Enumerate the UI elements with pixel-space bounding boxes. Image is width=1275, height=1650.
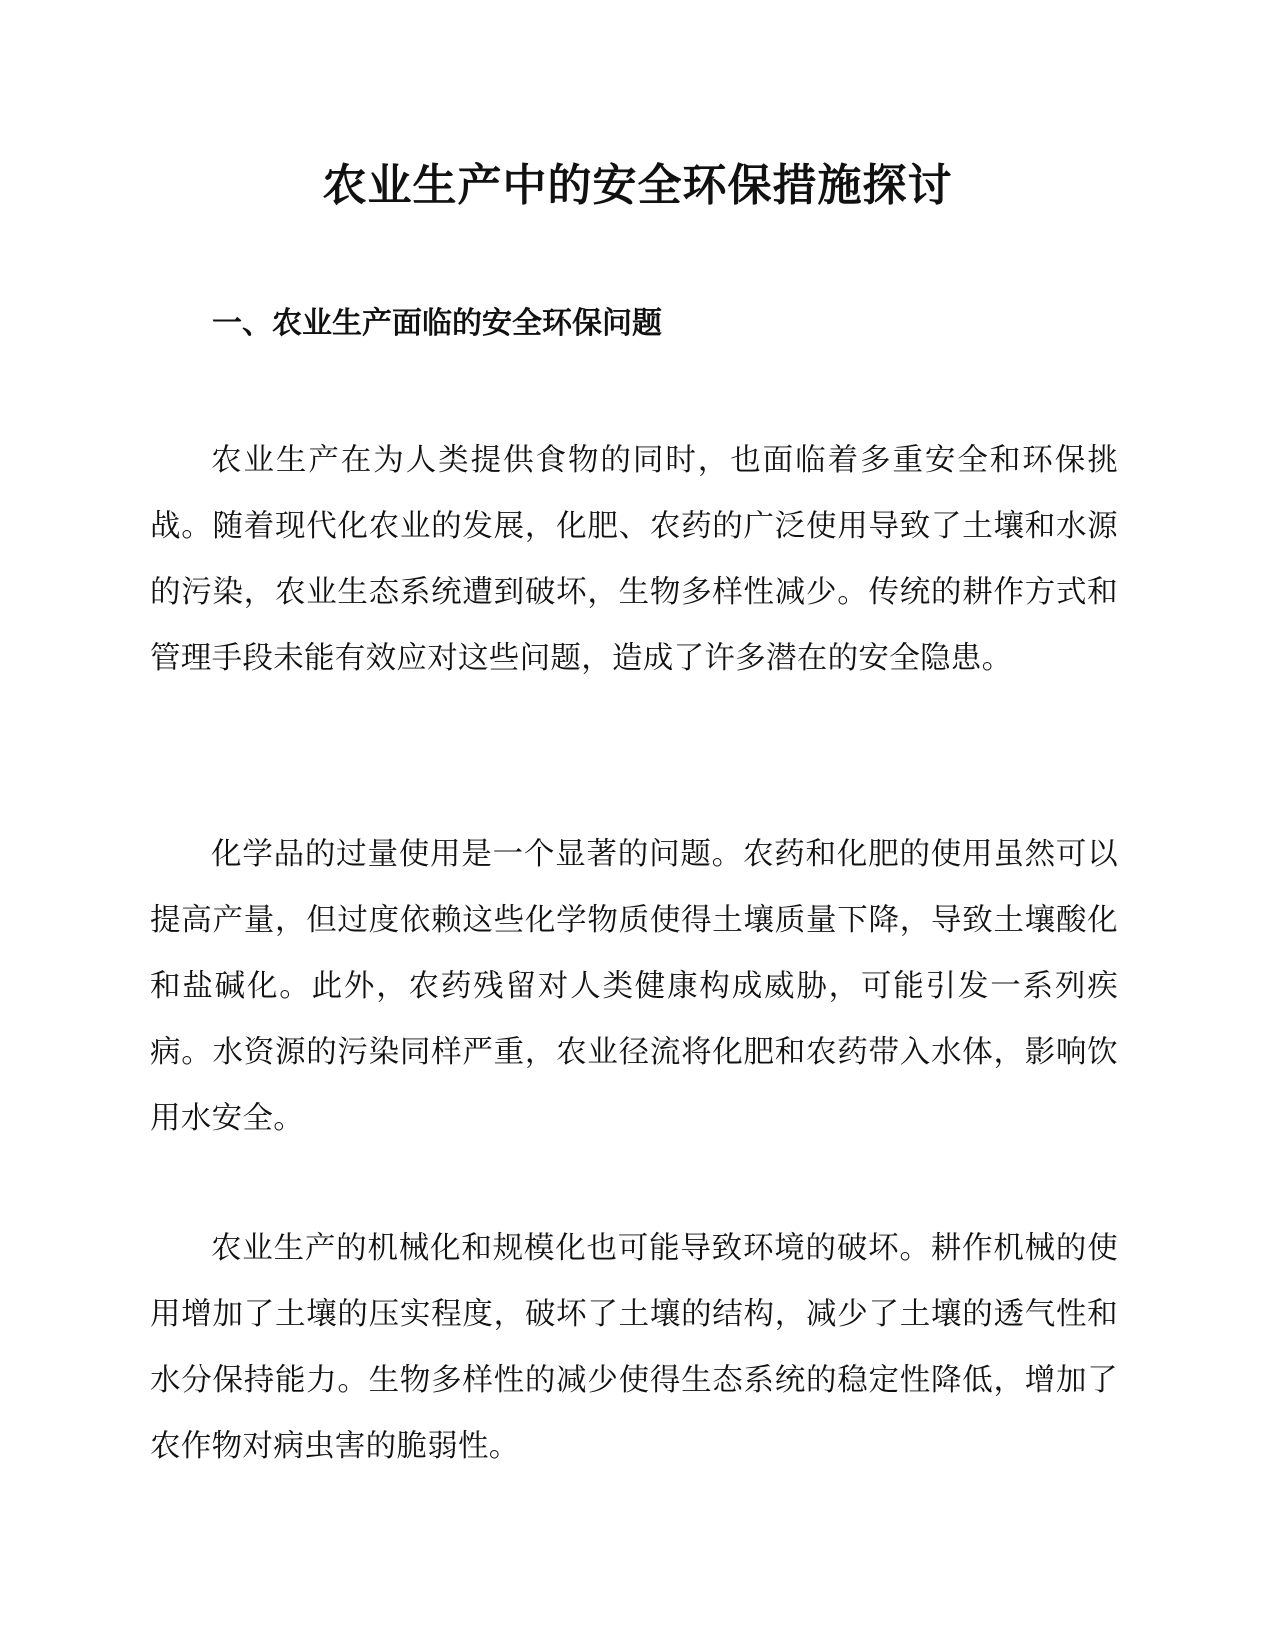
section-heading: 一、农业生产面临的安全环保问题 [212, 306, 662, 341]
paragraph-2: 化学品的过量使用是一个显著的问题。农药和化肥的使用虽然可以提高产量，但过度依赖这些化学物质使得土壤质量下降，导致土壤酸化和盐碱化。此外，农药残留对人类健康构成威胁，可能引发一系列疾病。水资源的污染同样严重，农业径流将化肥和农药带入水体，影响饮用水安全。 [150, 837, 1118, 1136]
paragraph-1: 农业生产在为人类提供食物的同时，也面临着多重安全和环保挑战。随着现代化农业的发展，化肥、农药的广泛使用导致了土壤和水源的污染，农业生态系统遭到破坏，生物多样性减少。传统的耕作方式和管理手段未能有效应对这些问题，造成了许多潜在的安全隐患。 [150, 443, 1118, 676]
document-title: 农业生产中的安全环保措施探讨 [322, 160, 953, 211]
paragraph-3: 农业生产的机械化和规模化也可能导致环境的破坏。耕作机械的使用增加了土壤的压实程度，破坏了土壤的结构，减少了土壤的透气性和水分保持能力。生物多样性的减少使得生态系统的稳定性降低，增加了农作物对病虫害的脆弱性。 [150, 1231, 1118, 1464]
